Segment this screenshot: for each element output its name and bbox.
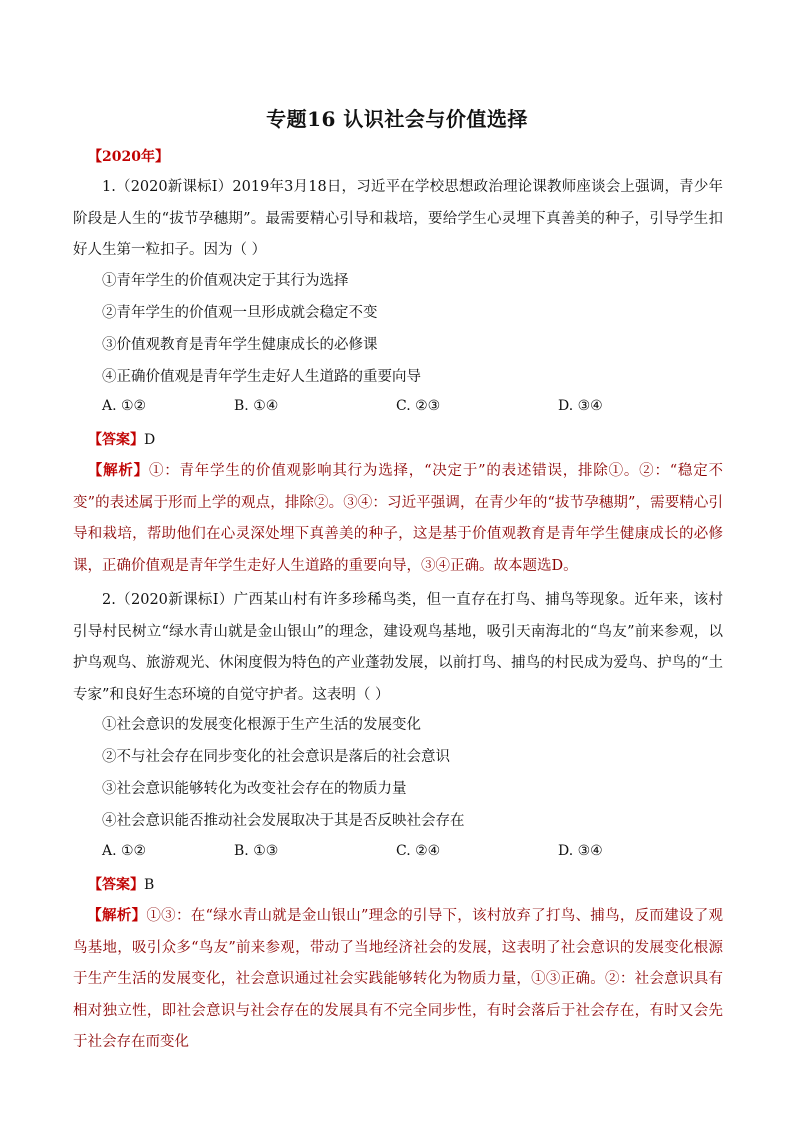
analysis-label: 【解析】: [87, 907, 147, 924]
answer-label: 【答案】: [88, 877, 144, 893]
question-2-option-4: ④社会意识能否推动社会发展取决于其是否反映社会存在: [102, 813, 465, 829]
question-2-option-2: ②不与社会存在同步变化的社会意识是落后的社会意识: [102, 749, 450, 765]
choice-a: A. ①②: [102, 843, 147, 859]
question-1-option-2: ②青年学生的价值观一旦形成就会稳定不变: [102, 305, 378, 321]
choice-b: B. ①③: [234, 843, 279, 859]
question-2-option-3: ③社会意识能够转化为改变社会存在的物质力量: [102, 781, 407, 797]
question-2-stem: 2.（2020新课标I）广西某山村有许多珍稀鸟类，但一直存在打鸟、捕鸟等现象。近年来，该村引导村民树立“绿水青山就是金山银山”的理念，建设观鸟基地，吸引天南海北的“鸟友”前来参观，以护鸟观鸟、旅游观光、休闲度假为特色的产业蓬勃发展，以前打鸟、捕鸟的村民成为爱鸟、护鸟的“土专家”和良好生态环境的自觉守护者。这表明（ ）: [73, 592, 723, 703]
page-title: 专题16 认识社会与价值选择: [266, 107, 528, 131]
answer-label: 【答案】: [88, 432, 144, 448]
question-2-option-1: ①社会意识的发展变化根源于生产生活的发展变化: [102, 717, 421, 733]
answer-value: D: [144, 432, 156, 448]
choice-c: C. ②④: [396, 843, 441, 859]
question-1-option-1: ①青年学生的价值观决定于其行为选择: [102, 273, 349, 289]
answer-value: B: [144, 877, 155, 893]
choice-c: C. ②③: [396, 398, 441, 414]
analysis-text: ①：青年学生的价值观影响其行为选择，“决定于”的表述错误，排除①。②：“稳定不变”的表述属于形而上学的观点，排除②。③④：习近平强调，在青少年的“拔节孕穗期”，需要精心引导和栽培，帮助他们在心灵深处埋下真善美的种子，这是基于价值观教育是青年学生健康成长的必修课，正确价值观是青年学生走好人生道路的重要向导，③④正确。故本题选D。: [73, 463, 723, 574]
choice-d: D. ③④: [558, 398, 603, 414]
question-1-option-4: ④正确价值观是青年学生走好人生道路的重要向导: [102, 369, 421, 385]
question-1-analysis: [73, 455, 723, 582]
question-2-choices: [102, 843, 662, 863]
question-1-answer: [88, 429, 155, 449]
question-1-choices: [102, 398, 662, 418]
question-2-answer: [88, 874, 154, 894]
choice-a: A. ①②: [102, 398, 147, 414]
analysis-label: 【解析】: [87, 462, 149, 479]
choice-b: B. ①④: [234, 398, 279, 414]
choice-d: D. ③④: [558, 843, 603, 859]
question-1-stem: 1.（2020新课标I）2019年3月18日，习近平在学校思想政治理论课教师座谈会上强调，青少年阶段是人生的“拔节孕穗期”。最需要精心引导和栽培，要给学生心灵埋下真善美的种子，引导学生扣好人生第一粒扣子。因为（ ）: [73, 179, 723, 258]
analysis-text: ①③：在“绿水青山就是金山银山”理念的引导下，该村放弃了打鸟、捕鸟，反而建设了观鸟基地，吸引众多“鸟友”前来参观，带动了当地经济社会的发展，这表明了社会意识的发展变化根源于生产生活的发展变化，社会意识通过社会实践能够转化为物质力量，①③正确。②：社会意识具有相对独立性，即社会意识与社会存在的发展具有不完全同步性，有时会落后于社会存在，有时又会先于社会存在而变化: [73, 908, 724, 1050]
question-2-analysis: [73, 900, 723, 1059]
question-1-option-3: ③价值观教育是青年学生健康成长的必修课: [102, 337, 378, 353]
year-tag: 【2020年】: [88, 149, 169, 165]
